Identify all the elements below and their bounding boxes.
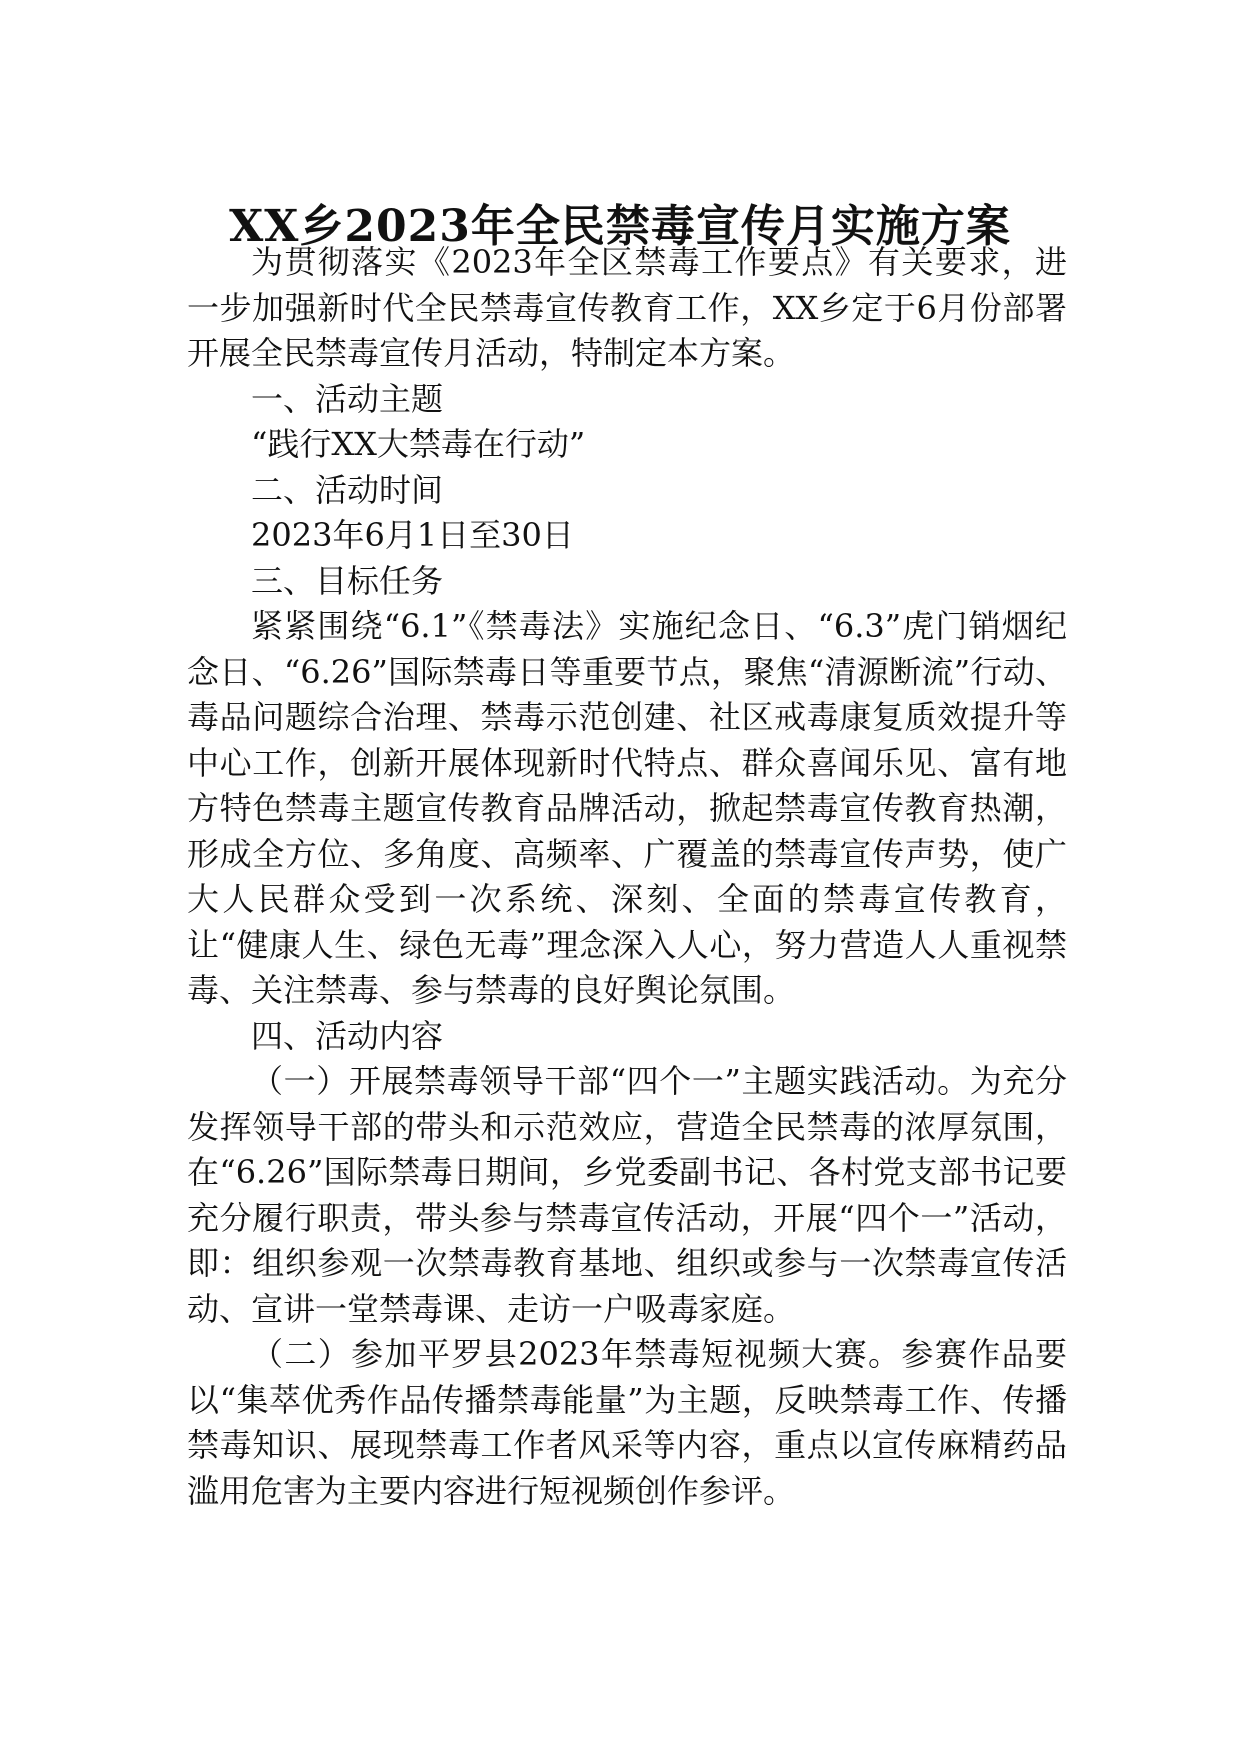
time-text: 2023年6月1日至30日 bbox=[251, 516, 574, 554]
content-item-1: （一）开展禁毒领导干部“四个一”主题实践活动。为充分发挥领导干部的带头和示范效应，营造全民禁毒的浓厚氛围，在“6.26”国际禁毒日期间，乡党委副书记、各村党支部书记要充分履行职责，带头参与禁毒宣传活动，开展“四个一”活动，即：组织参观一次禁毒教育基地、组织或参与一次禁毒宣传活动、宣讲一堂禁毒课、走访一户吸毒家庭。 bbox=[187, 1062, 1067, 1328]
document-title: XX乡2023年全民禁毒宣传月实施方案 bbox=[229, 201, 1011, 253]
theme-text: “践行XX大禁毒在行动” bbox=[251, 425, 586, 463]
section-heading-goals: 三、目标任务 bbox=[251, 561, 444, 600]
intro-paragraph: 为贯彻落实《2023年全区禁毒工作要点》有关要求，进一步加强新时代全民禁毒宣传教育工作，XX乡定于6月份部署开展全民禁毒宣传月活动，特制定本方案。 bbox=[187, 243, 1067, 372]
document-body bbox=[187, 240, 1067, 1514]
goals-paragraph: 紧紧围绕“6.1”《禁毒法》实施纪念日、“6.3”虎门销烟纪念日、“6.26”国际禁毒日等重要节点，聚焦“清源断流”行动、毒品问题综合治理、禁毒示范创建、社区戒毒康复质效提升等中心工作，创新开展体现新时代特点、群众喜闻乐见、富有地方特色禁毒主题宣传教育品牌活动，掀起禁毒宣传教育热潮，形成全方位、多角度、高频率、广覆盖的禁毒宣传声势，使广大人民群众受到一次系统、深刻、全面的禁毒宣传教育，让“健康人生、绿色无毒”理念深入人心，努力营造人人重视禁毒、关注禁毒、参与禁毒的良好舆论氛围。 bbox=[187, 607, 1067, 1009]
content-item-2: （二）参加平罗县2023年禁毒短视频大赛。参赛作品要以“集萃优秀作品传播禁毒能量”为主题，反映禁毒工作、传播禁毒知识、展现禁毒工作者风采等内容，重点以宣传麻精药品滥用危害为主要内容进行短视频创作参评。 bbox=[187, 1335, 1067, 1510]
section-heading-content: 四、活动内容 bbox=[251, 1016, 444, 1055]
section-heading-time: 二、活动时间 bbox=[251, 470, 444, 509]
section-heading-theme: 一、活动主题 bbox=[251, 379, 444, 418]
